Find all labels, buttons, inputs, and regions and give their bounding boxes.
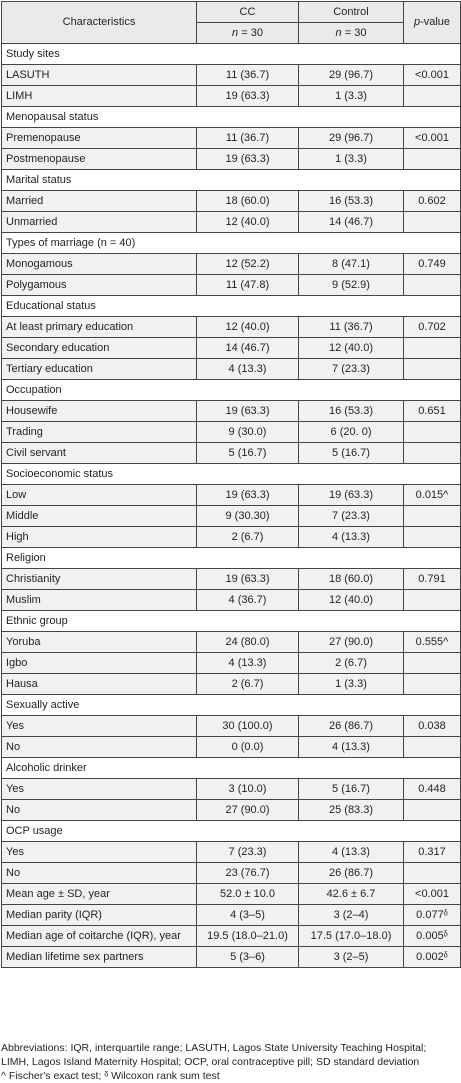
control-value: 9 (52.9) — [299, 275, 404, 296]
table-row — [2, 317, 461, 338]
row-label: At least primary education — [2, 317, 197, 338]
header-cc-n — [197, 23, 299, 44]
section-title: Marital status — [2, 170, 461, 191]
row-label: Secondary education — [2, 338, 197, 359]
header-control-n — [299, 23, 404, 44]
row-label: Unmarried — [2, 212, 197, 233]
cc-value: 12 (40.0) — [197, 317, 299, 338]
cc-value: 19 (63.3) — [197, 569, 299, 590]
table-row — [2, 149, 461, 170]
section-header-row — [2, 170, 461, 191]
p-value: 0.602 — [404, 191, 461, 212]
section-header-row — [2, 380, 461, 401]
cc-value: 4 (3–5) — [197, 905, 299, 926]
table-row — [2, 65, 461, 86]
p-value: 0.005ᵟ — [404, 926, 461, 947]
table-row — [2, 674, 461, 695]
p-value: 0.702 — [404, 317, 461, 338]
section-title: Study sites — [2, 44, 461, 65]
p-value: 0.555^ — [404, 632, 461, 653]
cc-value: 5 (16.7) — [197, 443, 299, 464]
p-value — [404, 863, 461, 884]
header-p-italic: p — [413, 16, 421, 28]
cc-value: 18 (60.0) — [197, 191, 299, 212]
table-row — [2, 401, 461, 422]
control-value: 5 (16.7) — [299, 779, 404, 800]
row-label: Christianity — [2, 569, 197, 590]
section-title: Educational status — [2, 296, 461, 317]
table-row — [2, 716, 461, 737]
control-value: 4 (13.3) — [299, 737, 404, 758]
cc-value: 2 (6.7) — [197, 674, 299, 695]
table-row — [2, 737, 461, 758]
test-footnote: ^ Fischer's exact test; ᵟ Wilcoxon rank sum test — [1, 1070, 220, 1082]
table-row — [2, 422, 461, 443]
row-label: No — [2, 800, 197, 821]
p-value: 0.651 — [404, 401, 461, 422]
p-value — [404, 149, 461, 170]
section-header-row — [2, 548, 461, 569]
row-label: Yes — [2, 842, 197, 863]
cc-value: 4 (13.3) — [197, 359, 299, 380]
cc-value: 19 (63.3) — [197, 401, 299, 422]
row-label: Yoruba — [2, 632, 197, 653]
p-value — [404, 800, 461, 821]
characteristics-table — [1, 1, 461, 968]
p-value: 0.791 — [404, 569, 461, 590]
table-row — [2, 485, 461, 506]
table-row — [2, 275, 461, 296]
control-value: 1 (3.3) — [299, 674, 404, 695]
p-value: 0.448 — [404, 779, 461, 800]
p-value: 0.077ᵟ — [404, 905, 461, 926]
row-label: LASUTH — [2, 65, 197, 86]
row-label: Median lifetime sex partners — [2, 947, 197, 968]
abbreviations-note — [1, 1041, 456, 1069]
header-control-n-rest: = 30 — [341, 26, 367, 39]
row-label: Hausa — [2, 674, 197, 695]
table-row — [2, 86, 461, 107]
p-value — [404, 674, 461, 695]
section-title: Sexually active — [2, 695, 461, 716]
section-header-row — [2, 758, 461, 779]
row-label: Postmenopause — [2, 149, 197, 170]
table-row — [2, 254, 461, 275]
row-label: Low — [2, 485, 197, 506]
row-label: Middle — [2, 506, 197, 527]
row-label: High — [2, 527, 197, 548]
table-row — [2, 842, 461, 863]
p-value — [404, 506, 461, 527]
table-row — [2, 926, 461, 947]
control-value: 18 (60.0) — [299, 569, 404, 590]
cc-value: 52.0 ± 10.0 — [197, 884, 299, 905]
row-label: Monogamous — [2, 254, 197, 275]
table-row — [2, 653, 461, 674]
section-title: Socioeconomic status — [2, 464, 461, 485]
control-value: 29 (96.7) — [299, 128, 404, 149]
control-value: 5 (16.7) — [299, 443, 404, 464]
table-row — [2, 800, 461, 821]
p-value — [404, 212, 461, 233]
p-value: 0.317 — [404, 842, 461, 863]
section-title: Ethnic group — [2, 611, 461, 632]
control-value: 8 (47.1) — [299, 254, 404, 275]
section-title: Alcoholic drinker — [2, 758, 461, 779]
control-value: 27 (90.0) — [299, 632, 404, 653]
control-value: 12 (40.0) — [299, 338, 404, 359]
section-title: Occupation — [2, 380, 461, 401]
p-value — [404, 653, 461, 674]
section-header-row — [2, 821, 461, 842]
table-row — [2, 863, 461, 884]
cc-value: 24 (80.0) — [197, 632, 299, 653]
section-header-row — [2, 296, 461, 317]
p-value: 0.038 — [404, 716, 461, 737]
cc-value: 9 (30.0) — [197, 422, 299, 443]
row-label: Yes — [2, 779, 197, 800]
cc-value: 19 (63.3) — [197, 86, 299, 107]
cc-value: 11 (36.7) — [197, 128, 299, 149]
table-row — [2, 128, 461, 149]
table-row — [2, 590, 461, 611]
header-control: Control — [299, 2, 404, 23]
table-row — [2, 632, 461, 653]
section-title: Menopausal status — [2, 107, 461, 128]
header-cc-n-rest: = 30 — [238, 26, 263, 39]
table-row — [2, 905, 461, 926]
row-label: No — [2, 737, 197, 758]
p-value: 0.749 — [404, 254, 461, 275]
control-value: 17.5 (17.0–18.0) — [299, 926, 404, 947]
p-value — [404, 737, 461, 758]
header-row — [2, 2, 461, 23]
control-value: 6 (20. 0) — [299, 422, 404, 443]
control-value: 14 (46.7) — [299, 212, 404, 233]
table-row — [2, 569, 461, 590]
p-value — [404, 443, 461, 464]
control-value: 26 (86.7) — [299, 863, 404, 884]
control-value: 3 (2–5) — [299, 947, 404, 968]
control-value: 26 (86.7) — [299, 716, 404, 737]
header-control-n-italic: n — [335, 26, 342, 39]
section-title: OCP usage — [2, 821, 461, 842]
cc-value: 11 (36.7) — [197, 65, 299, 86]
p-value — [404, 338, 461, 359]
table-row — [2, 443, 461, 464]
control-value: 1 (3.3) — [299, 86, 404, 107]
control-value: 1 (3.3) — [299, 149, 404, 170]
row-label: Igbo — [2, 653, 197, 674]
header-p-rest: -value — [420, 16, 451, 28]
row-label: Median parity (IQR) — [2, 905, 197, 926]
row-label: Civil servant — [2, 443, 197, 464]
section-header-row — [2, 233, 461, 254]
cc-value: 0 (0.0) — [197, 737, 299, 758]
control-value: 7 (23.3) — [299, 359, 404, 380]
control-value: 29 (96.7) — [299, 65, 404, 86]
table-row — [2, 359, 461, 380]
cc-value: 30 (100.0) — [197, 716, 299, 737]
p-value — [404, 359, 461, 380]
control-value: 2 (6.7) — [299, 653, 404, 674]
section-header-row — [2, 107, 461, 128]
row-label: Mean age ± SD, year — [2, 884, 197, 905]
p-value: 0.015^ — [404, 485, 461, 506]
header-p-value — [404, 2, 461, 44]
control-value: 3 (2–4) — [299, 905, 404, 926]
p-value — [404, 590, 461, 611]
table-row — [2, 884, 461, 905]
cc-value: 4 (13.3) — [197, 653, 299, 674]
section-header-row — [2, 44, 461, 65]
p-value — [404, 86, 461, 107]
table-row — [2, 191, 461, 212]
header-cc-n-italic: n — [232, 26, 239, 39]
p-value: <0.001 — [404, 128, 461, 149]
row-label: Premenopause — [2, 128, 197, 149]
p-value: <0.001 — [404, 884, 461, 905]
cc-value: 5 (3–6) — [197, 947, 299, 968]
row-label: Tertiary education — [2, 359, 197, 380]
cc-value: 14 (46.7) — [197, 338, 299, 359]
cc-value: 27 (90.0) — [197, 800, 299, 821]
control-value: 19 (63.3) — [299, 485, 404, 506]
cc-value: 19 (63.3) — [197, 149, 299, 170]
control-value: 42.6 ± 6.7 — [299, 884, 404, 905]
row-label: Trading — [2, 422, 197, 443]
section-header-row — [2, 464, 461, 485]
p-value: <0.001 — [404, 65, 461, 86]
control-value: 16 (53.3) — [299, 191, 404, 212]
p-value — [404, 527, 461, 548]
header-cc: CC — [197, 2, 299, 23]
cc-value: 9 (30.30) — [197, 506, 299, 527]
section-header-row — [2, 611, 461, 632]
row-label: Married — [2, 191, 197, 212]
control-value: 16 (53.3) — [299, 401, 404, 422]
cc-value: 19 (63.3) — [197, 485, 299, 506]
row-label: No — [2, 863, 197, 884]
row-label: LIMH — [2, 86, 197, 107]
row-label: Yes — [2, 716, 197, 737]
section-title: Types of marriage (n = 40) — [2, 233, 461, 254]
control-value: 11 (36.7) — [299, 317, 404, 338]
cc-value: 23 (76.7) — [197, 863, 299, 884]
table-row — [2, 947, 461, 968]
cc-value: 12 (40.0) — [197, 212, 299, 233]
abbreviations-text: Abbreviations: IQR, interquartile range; LASUTH, Lagos State University Teaching Hospital; LIMH, Lagos Island Maternity Hospital; OCP, oral contraceptive pill; SD standard deviation — [1, 1042, 427, 1068]
control-value: 12 (40.0) — [299, 590, 404, 611]
table-row — [2, 527, 461, 548]
row-label: Muslim — [2, 590, 197, 611]
p-value — [404, 275, 461, 296]
cc-value: 12 (52.2) — [197, 254, 299, 275]
row-label: Housewife — [2, 401, 197, 422]
cc-value: 2 (6.7) — [197, 527, 299, 548]
row-label: Polygamous — [2, 275, 197, 296]
table-row — [2, 212, 461, 233]
table-row — [2, 506, 461, 527]
control-value: 4 (13.3) — [299, 842, 404, 863]
header-characteristics: Characteristics — [2, 2, 197, 44]
cc-value: 7 (23.3) — [197, 842, 299, 863]
p-value: 0.002ᵟ — [404, 947, 461, 968]
cc-value: 19.5 (18.0–21.0) — [197, 926, 299, 947]
table-row — [2, 779, 461, 800]
p-value — [404, 422, 461, 443]
control-value: 25 (83.3) — [299, 800, 404, 821]
section-title: Religion — [2, 548, 461, 569]
cc-value: 11 (47.8) — [197, 275, 299, 296]
control-value: 7 (23.3) — [299, 506, 404, 527]
table-row — [2, 338, 461, 359]
section-header-row — [2, 695, 461, 716]
row-label: Median age of coitarche (IQR), year — [2, 926, 197, 947]
control-value: 4 (13.3) — [299, 527, 404, 548]
cc-value: 3 (10.0) — [197, 779, 299, 800]
cc-value: 4 (36.7) — [197, 590, 299, 611]
